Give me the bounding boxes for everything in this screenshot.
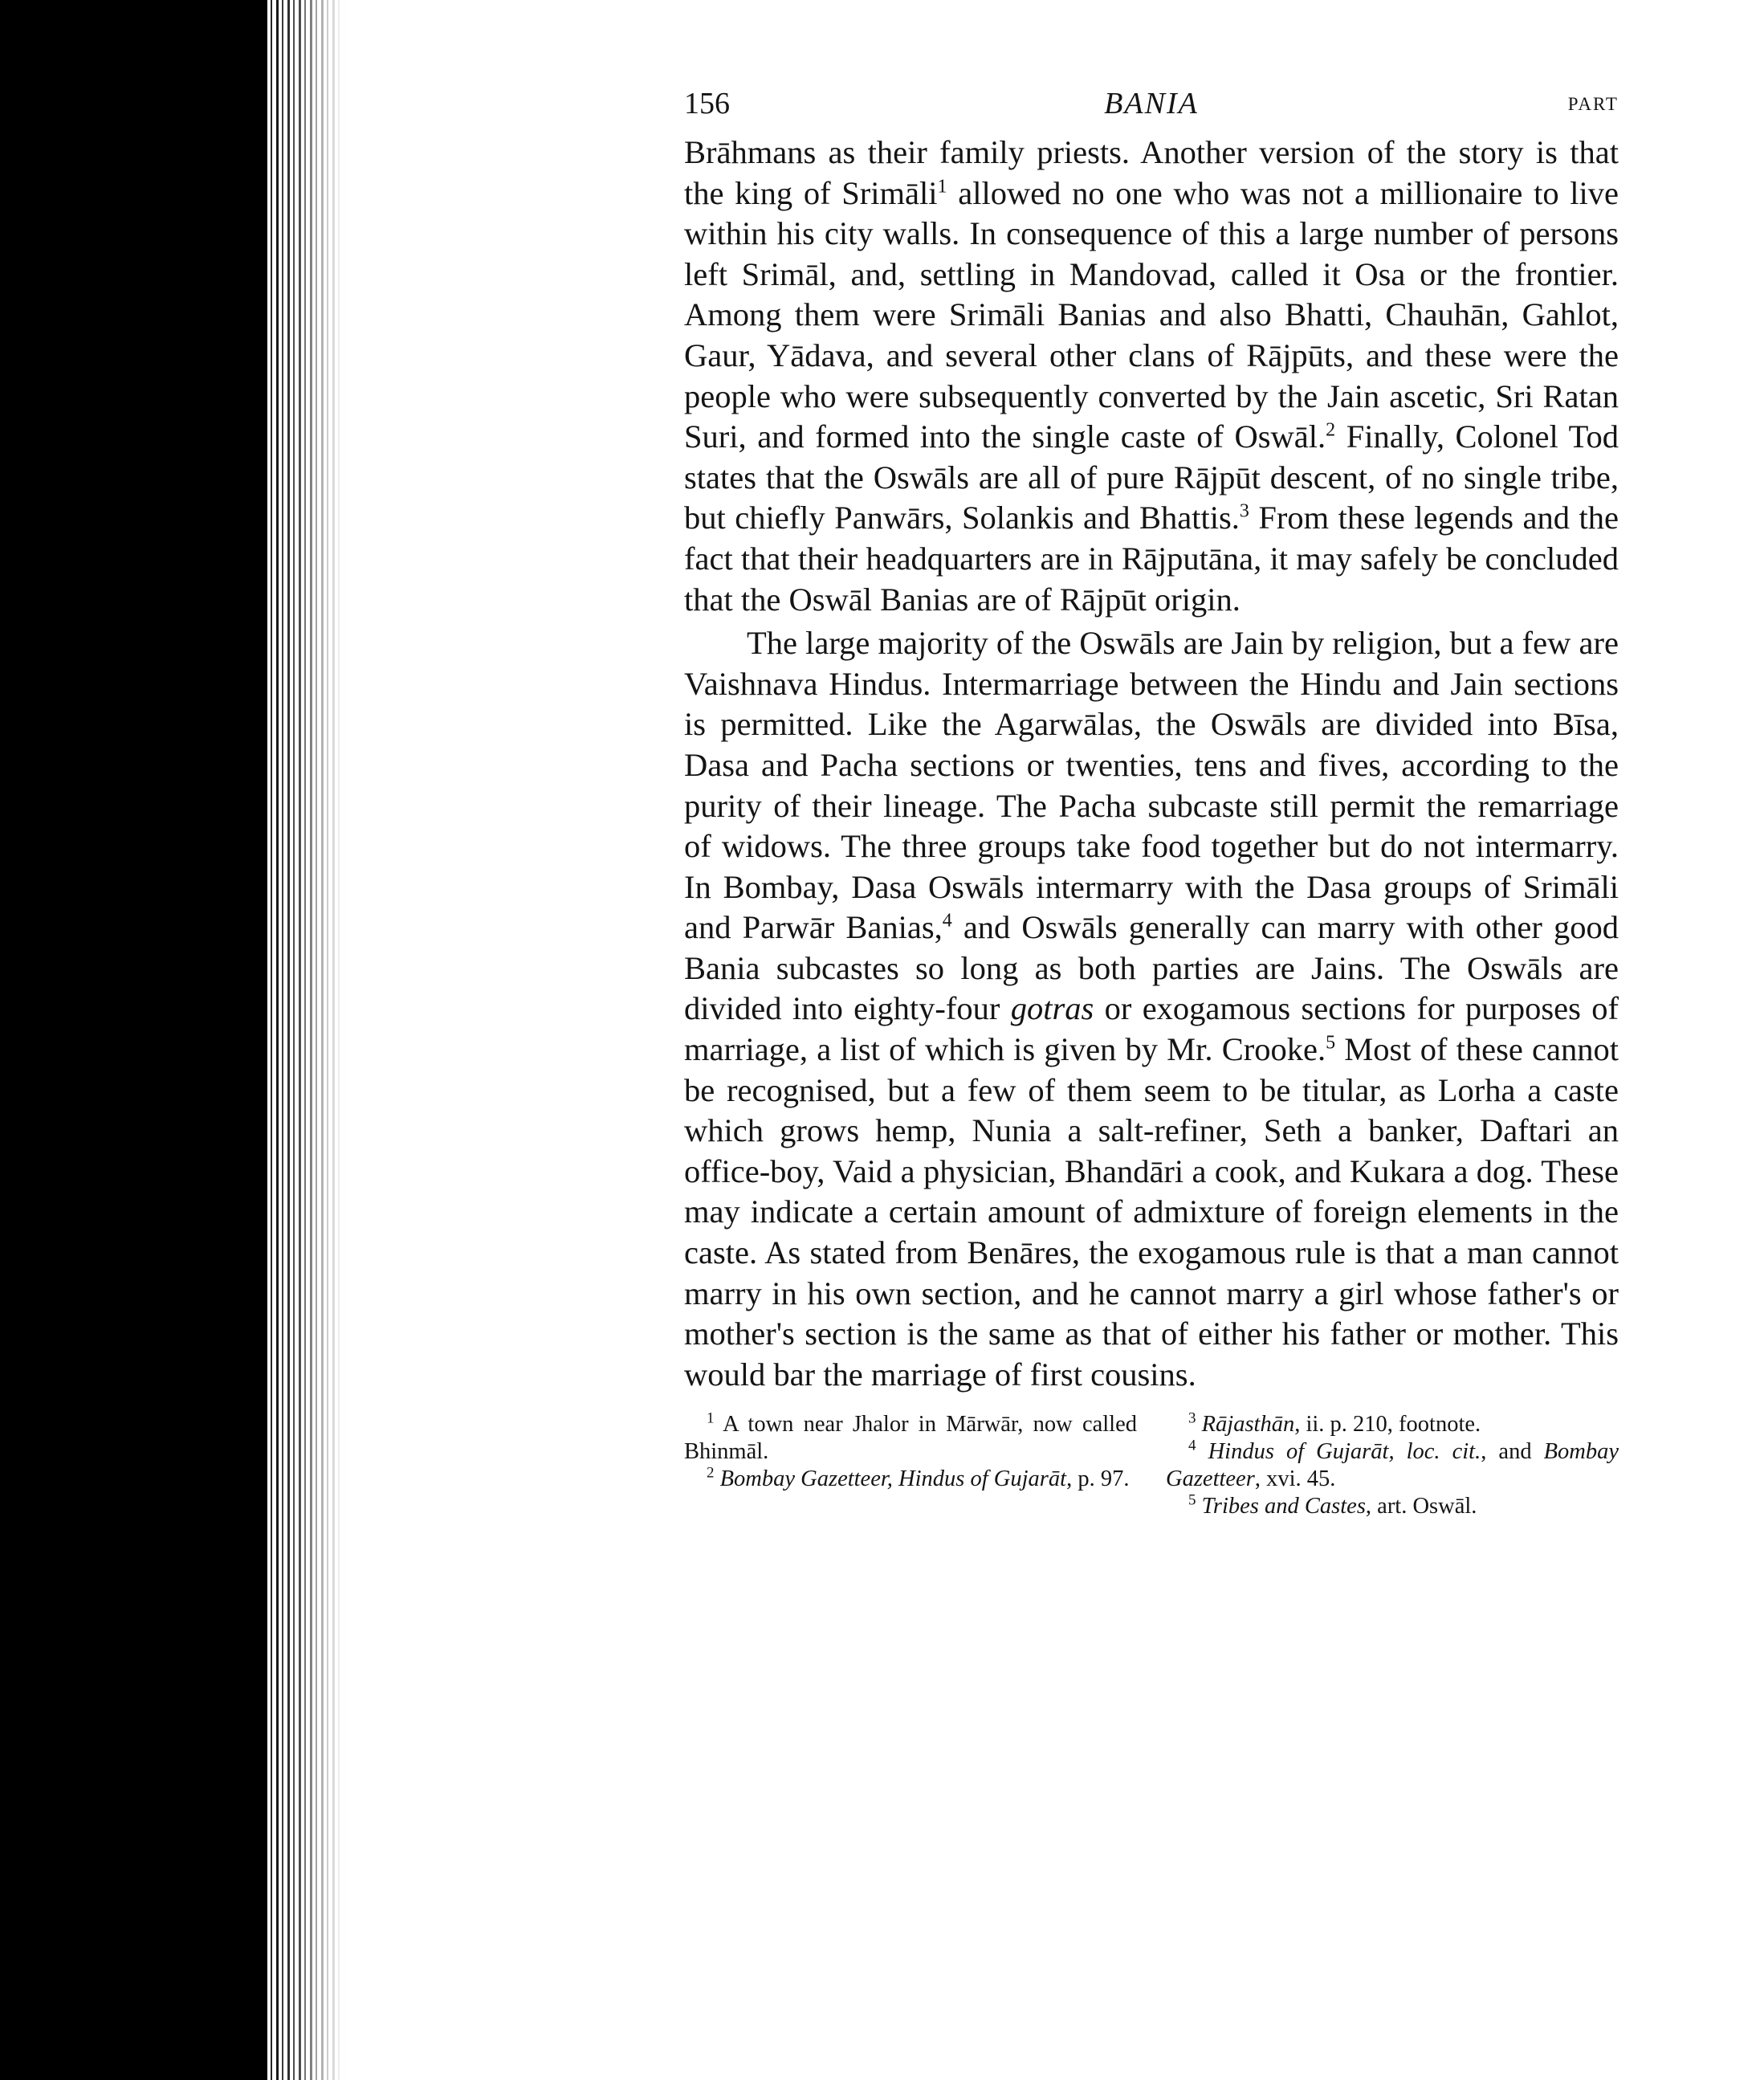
footnote-number: 3 <box>1188 1409 1196 1427</box>
footnotes-left-column <box>684 1411 1137 1520</box>
footnote-citation: Rājasthān <box>1201 1412 1295 1438</box>
text-segment: and Oswāls generally can marry with other good Bania subcastes so long as both parties are Jains. The Oswāls are divided into eighty-four <box>684 909 1619 1027</box>
footnote-3 <box>1166 1411 1619 1438</box>
footnote-5 <box>1166 1493 1619 1520</box>
footnote-text: , xvi. 45. <box>1254 1466 1336 1492</box>
footnote-number: 4 <box>1188 1437 1196 1454</box>
page-number: 156 <box>684 87 730 120</box>
footnote-text: , art. Oswāl. <box>1365 1494 1477 1519</box>
footnote-citation: Bombay Gazetteer, Hindus of Gujarāt <box>719 1466 1067 1492</box>
footnote-text: A town near Jhalor in Mārwār, now called Bhinmāl. <box>684 1412 1137 1465</box>
footnote-ref: 5 <box>1326 1032 1336 1054</box>
footnote-4 <box>1166 1438 1619 1493</box>
footnote-citation: Tribes and Castes <box>1201 1494 1366 1519</box>
book-gutter-lines <box>265 0 345 2080</box>
text-segment: Most of these cannot be recognised, but a few of them seem to be titular, as Lorha a caste which grows hemp, Nunia a salt-refiner, Seth a banker, Daftari an office-boy, Vaid a physician, Bhandāri a cook, and Kukara a dog. These may indicate a certain amount of admixture of foreign elements in the caste. As stated from Benāres, the exogamous rule is that a man cannot marry in his own section, and he cannot marry a girl whose father's or mother's section is the same as that of either his father or mother. This would bar the marriage of first cousins. <box>684 1031 1619 1393</box>
text-segment: The large majority of the Oswāls are Jain by religion, but a few are Vaishnava Hindus. Intermarriage between the Hindu and Jain sections is permitted. Like the Agarwālas, the Oswāls are divided into Bīsa, Dasa and Pacha sections or twenties, tens and fives, according to the purity of their lineage. The Pacha subcaste still permit the remarriage of widows. The three groups take food together but do not intermarry. In Bombay, Dasa Oswāls intermarry with the Dasa groups of Srimāli and Parwār Banias, <box>684 625 1619 946</box>
footnote-text: , ii. p. 210, footnote. <box>1294 1412 1481 1438</box>
body-text <box>684 133 1619 1395</box>
footnote-ref: 1 <box>937 176 947 198</box>
paragraph-1 <box>684 133 1619 620</box>
text-segment: Finally, Colonel Tod states that the Oswāls are all of pure Rājpūt descent, of no single tribe, but chiefly Panwārs, Solankis and Bhattis. <box>684 418 1619 536</box>
footnotes <box>684 1411 1619 1520</box>
footnote-ref: 2 <box>1326 419 1336 441</box>
text-segment: Brāhmans as their family priests. Another version of the story is that the king of Srimāli <box>684 134 1619 211</box>
text-segment: From these legends and the fact that their headquarters are in Rājputāna, it may safely be concluded that the Oswāl Banias are of Rājpūt origin. <box>684 500 1619 618</box>
text-segment: or exogamous sections for purposes of marriage, a list of which is given by Mr. Crooke. <box>684 990 1619 1068</box>
book-spine-shadow <box>0 0 265 2080</box>
footnote-citation: Hindus of Gujarāt, loc. cit. <box>1208 1439 1481 1465</box>
book-page <box>684 76 1619 1520</box>
footnote-text: , p. 97. <box>1066 1466 1130 1492</box>
footnote-citation: Bombay Gazetteer <box>1166 1439 1619 1492</box>
footnote-text: , and <box>1481 1439 1544 1465</box>
paragraph-2 <box>684 623 1619 1395</box>
footnote-number: 5 <box>1188 1491 1196 1509</box>
footnote-ref: 3 <box>1239 500 1249 522</box>
footnote-1 <box>684 1411 1137 1466</box>
footnote-2 <box>684 1466 1137 1493</box>
footnotes-right-column <box>1166 1411 1619 1520</box>
footnote-number: 1 <box>707 1409 715 1427</box>
part-label: PART <box>1567 94 1619 114</box>
page-header <box>684 76 1619 133</box>
italic-term: gotras <box>1010 990 1094 1027</box>
text-segment: allowed no one who was not a millionaire to live within his city walls. In consequence of this a large number of persons left Srimāl, and, settling in Mandovad, called it Osa or the frontier. Among them were Srimāli Banias and also Bhatti, Chauhān, Gahlot, Gaur, Yādava, and several other clans of Rājpūts, and these were the people who were subsequently converted by the Jain ascetic, Sri Ratan Suri, and formed into the single caste of Oswāl. <box>684 174 1619 455</box>
footnote-ref: 4 <box>942 910 952 932</box>
running-title: BANIA <box>1104 87 1199 120</box>
footnote-number: 2 <box>707 1464 715 1482</box>
